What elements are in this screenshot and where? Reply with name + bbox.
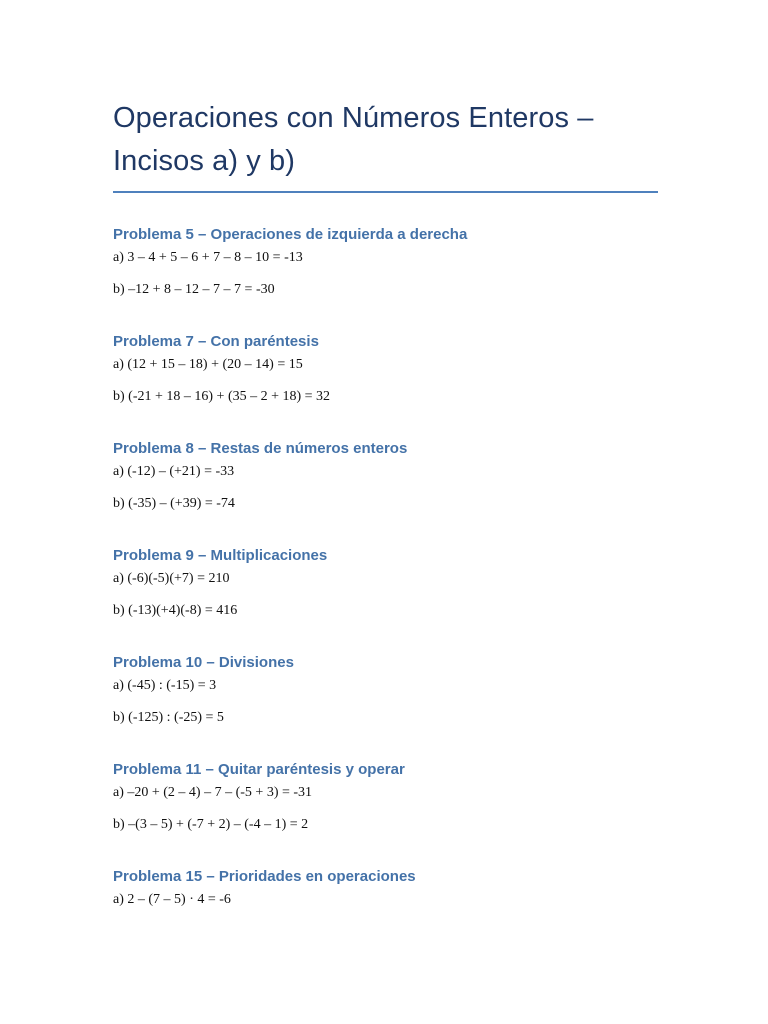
section-problema-8 [113,439,658,513]
section-heading: Problema 11 – Quitar paréntesis y operar [113,761,405,778]
section-problema-11 [113,760,658,834]
exercise-a: a) 2 – (7 – 5) · 4 = -6 [113,892,231,907]
section-heading: Problema 7 – Con paréntesis [113,333,319,350]
document-page [113,0,658,909]
title-divider [113,191,658,193]
section-problema-15 [113,867,658,909]
section-problema-10 [113,653,658,727]
exercise-b: b) (-35) – (+39) = -74 [113,496,235,511]
page-title-line-2: Incisos a) y b) [113,145,295,177]
section-heading: Problema 15 – Prioridades en operaciones [113,868,416,885]
section-heading: Problema 9 – Multiplicaciones [113,547,328,564]
exercise-b: b) (-13)(+4)(-8) = 416 [113,603,238,618]
exercise-b: b) –12 + 8 – 12 – 7 – 7 = -30 [113,282,275,297]
section-problema-5 [113,225,658,299]
exercise-b: b) (-21 + 18 – 16) + (35 – 2 + 18) = 32 [113,389,331,404]
exercise-b: b) (-125) : (-25) = 5 [113,710,224,725]
section-problema-7 [113,332,658,406]
exercise-b: b) –(3 – 5) + (-7 + 2) – (-4 – 1) = 2 [113,817,309,832]
section-problema-9 [113,546,658,620]
exercise-a: a) (12 + 15 – 18) + (20 – 14) = 15 [113,357,303,372]
exercise-a: a) (-6)(-5)(+7) = 210 [113,571,230,586]
section-heading: Problema 5 – Operaciones de izquierda a derecha [113,226,468,243]
exercise-a: a) 3 – 4 + 5 – 6 + 7 – 8 – 10 = -13 [113,250,303,265]
exercise-a: a) (-45) : (-15) = 3 [113,678,217,693]
section-heading: Problema 8 – Restas de números enteros [113,440,408,457]
page-title-line-1: Operaciones con Números Enteros – [113,102,594,134]
page-title [113,0,658,183]
exercise-a: a) (-12) – (+21) = -33 [113,464,235,479]
exercise-a: a) –20 + (2 – 4) – 7 – (-5 + 3) = -31 [113,785,313,800]
section-heading: Problema 10 – Divisiones [113,654,294,671]
